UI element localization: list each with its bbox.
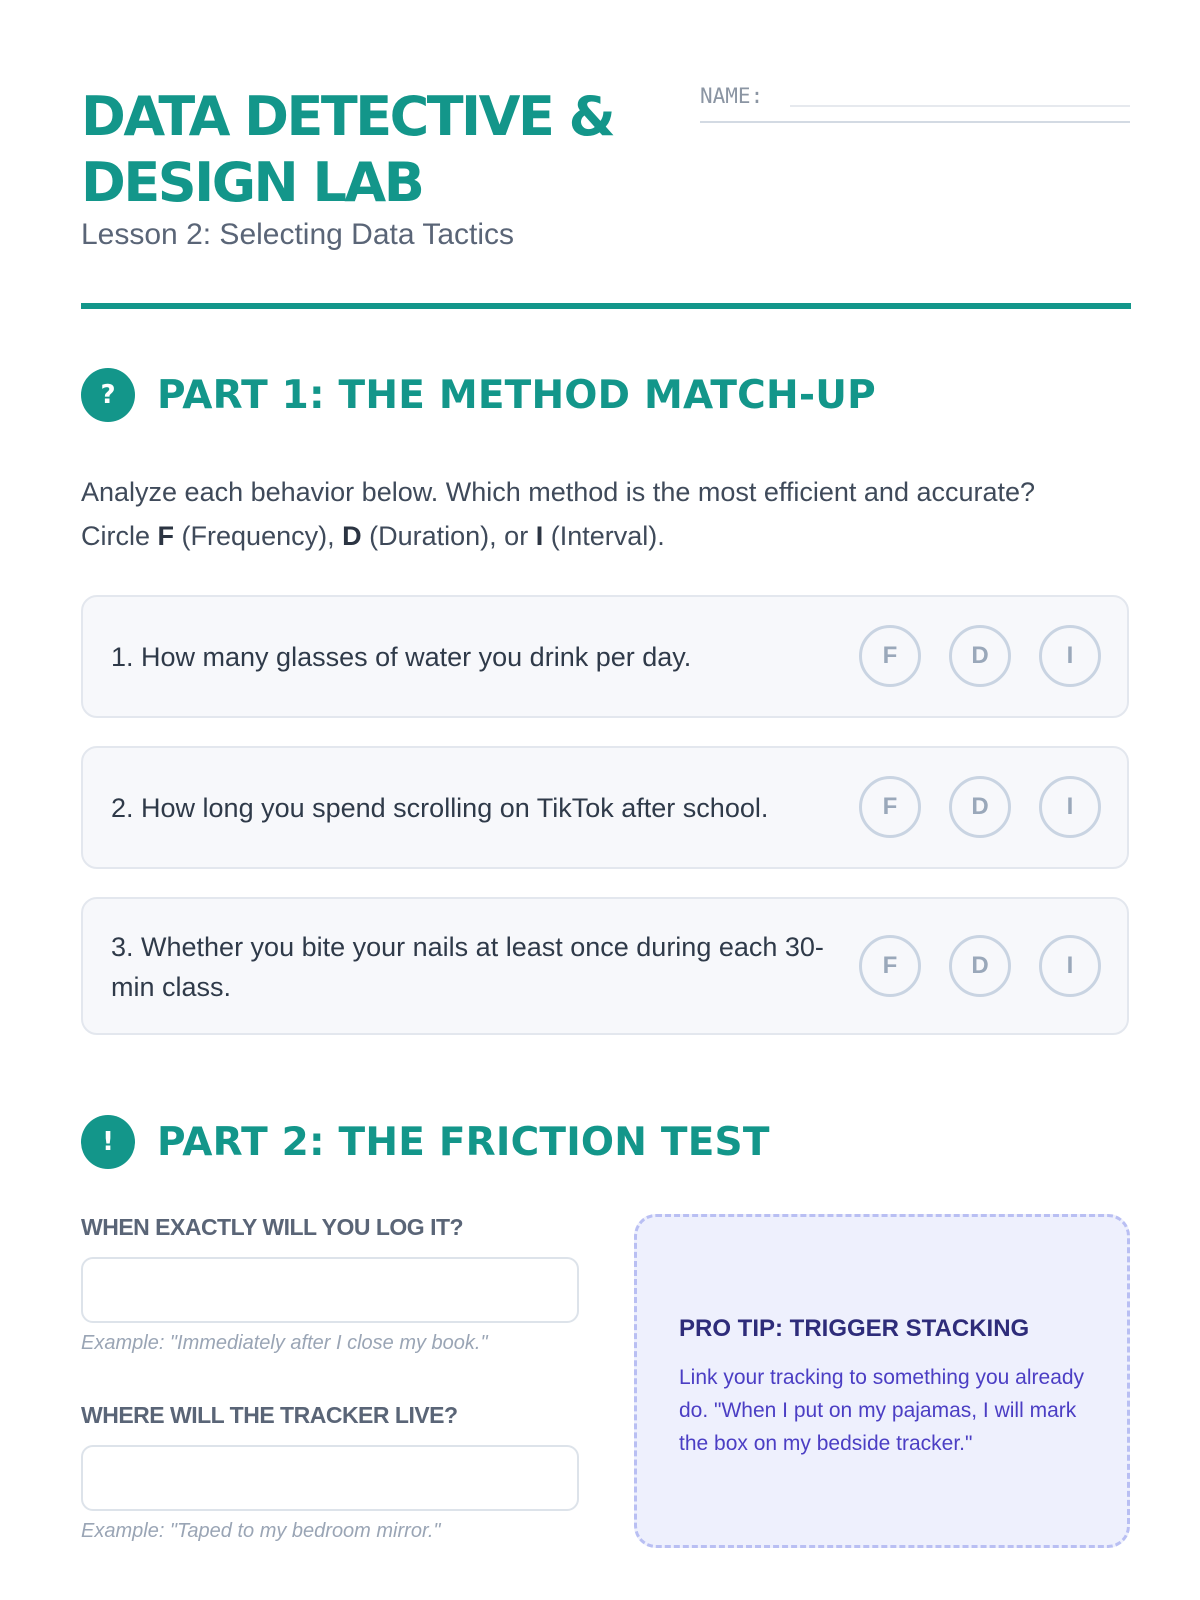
- pro-tip-box: [634, 1214, 1130, 1548]
- when-log-input[interactable]: [81, 1257, 579, 1323]
- lesson-subtitle: Lesson 2: Selecting Data Tactics: [81, 218, 515, 251]
- tracker-location-input[interactable]: [81, 1445, 579, 1511]
- option-duration[interactable]: D: [949, 625, 1011, 687]
- part2-title: PART 2: THE FRICTION TEST: [157, 1119, 770, 1165]
- part1-title: PART 1: THE METHOD MATCH-UP: [157, 372, 876, 418]
- answer-options: [859, 776, 1101, 838]
- answer-options: [859, 625, 1101, 687]
- name-label: NAME:: [700, 84, 764, 108]
- name-field-line[interactable]: [790, 105, 1130, 107]
- option-frequency[interactable]: F: [859, 935, 921, 997]
- part1-heading: [81, 368, 876, 422]
- title-line-1: DATA DETECTIVE &: [81, 85, 614, 148]
- part1-instructions: Analyze each behavior below. Which method is the most efficient and accurate? Circle F (Frequency), D (Duration), or I (Interval).: [81, 477, 1036, 551]
- tracker-location-example: Example: "Taped to my bedroom mirror.": [81, 1520, 441, 1542]
- option-frequency[interactable]: F: [859, 776, 921, 838]
- option-frequency[interactable]: F: [859, 625, 921, 687]
- title-line-2: DESIGN LAB: [81, 151, 423, 214]
- exclamation-icon: !: [81, 1115, 135, 1169]
- option-duration[interactable]: D: [949, 935, 1011, 997]
- name-underline: [700, 121, 1130, 123]
- question-text: 1. How many glasses of water you drink per day.: [111, 642, 692, 672]
- answer-options: [859, 935, 1101, 997]
- when-log-label: WHEN EXACTLY WILL YOU LOG IT?: [81, 1214, 464, 1240]
- question-mark-icon: ?: [81, 368, 135, 422]
- tracker-location-label: WHERE WILL THE TRACKER LIVE?: [81, 1402, 458, 1428]
- option-interval[interactable]: I: [1039, 776, 1101, 838]
- pro-tip-body: Link your tracking to something you already do. "When I put on my pajamas, I will mark the box on my bedside tracker.": [679, 1366, 1085, 1455]
- question-text: 3. Whether you bite your nails at least once during each 30-min class.: [111, 932, 824, 1002]
- header-divider: [81, 303, 1131, 309]
- when-log-example: Example: "Immediately after I close my book.": [81, 1332, 488, 1354]
- option-interval[interactable]: I: [1039, 625, 1101, 687]
- question-card-1: [81, 595, 1129, 718]
- question-card-2: [81, 746, 1129, 869]
- pro-tip-title: PRO TIP: TRIGGER STACKING: [679, 1315, 1030, 1342]
- question-card-3: [81, 897, 1129, 1035]
- option-interval[interactable]: I: [1039, 935, 1101, 997]
- worksheet-title: [81, 84, 701, 216]
- part2-heading: [81, 1115, 770, 1169]
- question-text: 2. How long you spend scrolling on TikTok after school.: [111, 793, 769, 823]
- option-duration[interactable]: D: [949, 776, 1011, 838]
